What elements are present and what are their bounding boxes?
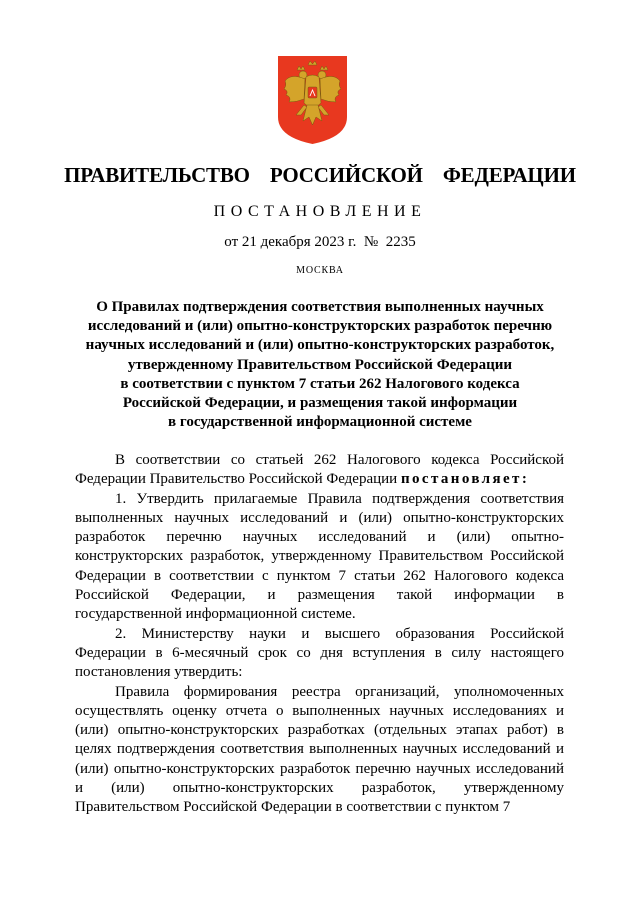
- clause-2-paragraph: 2. Министерству науки и высшего образования Российской Федерации в 6-месячный срок со дня вступления в силу настоящего постановления утвердить:: [75, 625, 564, 681]
- heading-line: О Правилах подтверждения соответствия выполненных научных: [96, 299, 544, 315]
- heading-line: в соответствии с пунктом 7 статьи 262 Налогового кодекса: [120, 375, 520, 392]
- heading-line: в государственной информационной системе: [168, 414, 472, 431]
- heading-line: научных исследований и (или) опытно-конструкторских разработок,: [85, 337, 555, 354]
- heading-line: исследований и (или) опытно-конструкторских разработок перечню: [87, 318, 553, 335]
- preamble-text: В соответствии со статьей 262 Налогового кодекса Российской Федерации Правительство Российской Федерации: [75, 452, 564, 488]
- document-body: [75, 451, 564, 818]
- decree-keyword: постановляет:: [400, 471, 530, 488]
- rules-paragraph: Правила формирования реестра организаций, уполномоченных осуществлять оценку отчета о выполненных научных исследованиях и (или) опытно-конструкторских разработках (отдельных этапах работ) в целях подтверждения соответствия выполненных научных исследований и (или) опытно-конструкторских разработок перечню научных исследований и (или) опытно-конструкторских разработок, утвержденному Правительством Российской Федерации в соответствии с пунктом 7: [75, 683, 564, 816]
- document-heading: [60, 298, 580, 432]
- heading-line: Российской Федерации, и размещения такой информации: [122, 395, 518, 412]
- coat-of-arms-icon: [277, 55, 348, 145]
- emblem-inner-shield: [308, 87, 317, 98]
- preamble-paragraph: [75, 451, 564, 490]
- heading-line: утвержденному Правительством Российской Федерации: [127, 356, 513, 373]
- document-type: ПОСТАНОВЛЕНИЕ: [213, 203, 427, 220]
- government-title: ПРАВИТЕЛЬСТВО РОССИЙСКОЙ ФЕДЕРАЦИИ: [64, 163, 576, 187]
- document-date-number: от 21 декабря 2023 г. № 2235: [224, 234, 416, 250]
- document-city: МОСКВА: [296, 265, 344, 276]
- clause-1-paragraph: 1. Утвердить прилагаемые Правила подтверждения соответствия выполненных научных исследований и (или) опытно-конструкторских разработок перечню научных исследований и (или) опытно-конструкторских разработок, утвержденному Правительством Российской Федерации в соответствии с пунктом 7 статьи 262 Налогового кодекса Российской Федерации, и размещения такой информации в государственной информационной системе.: [75, 490, 564, 623]
